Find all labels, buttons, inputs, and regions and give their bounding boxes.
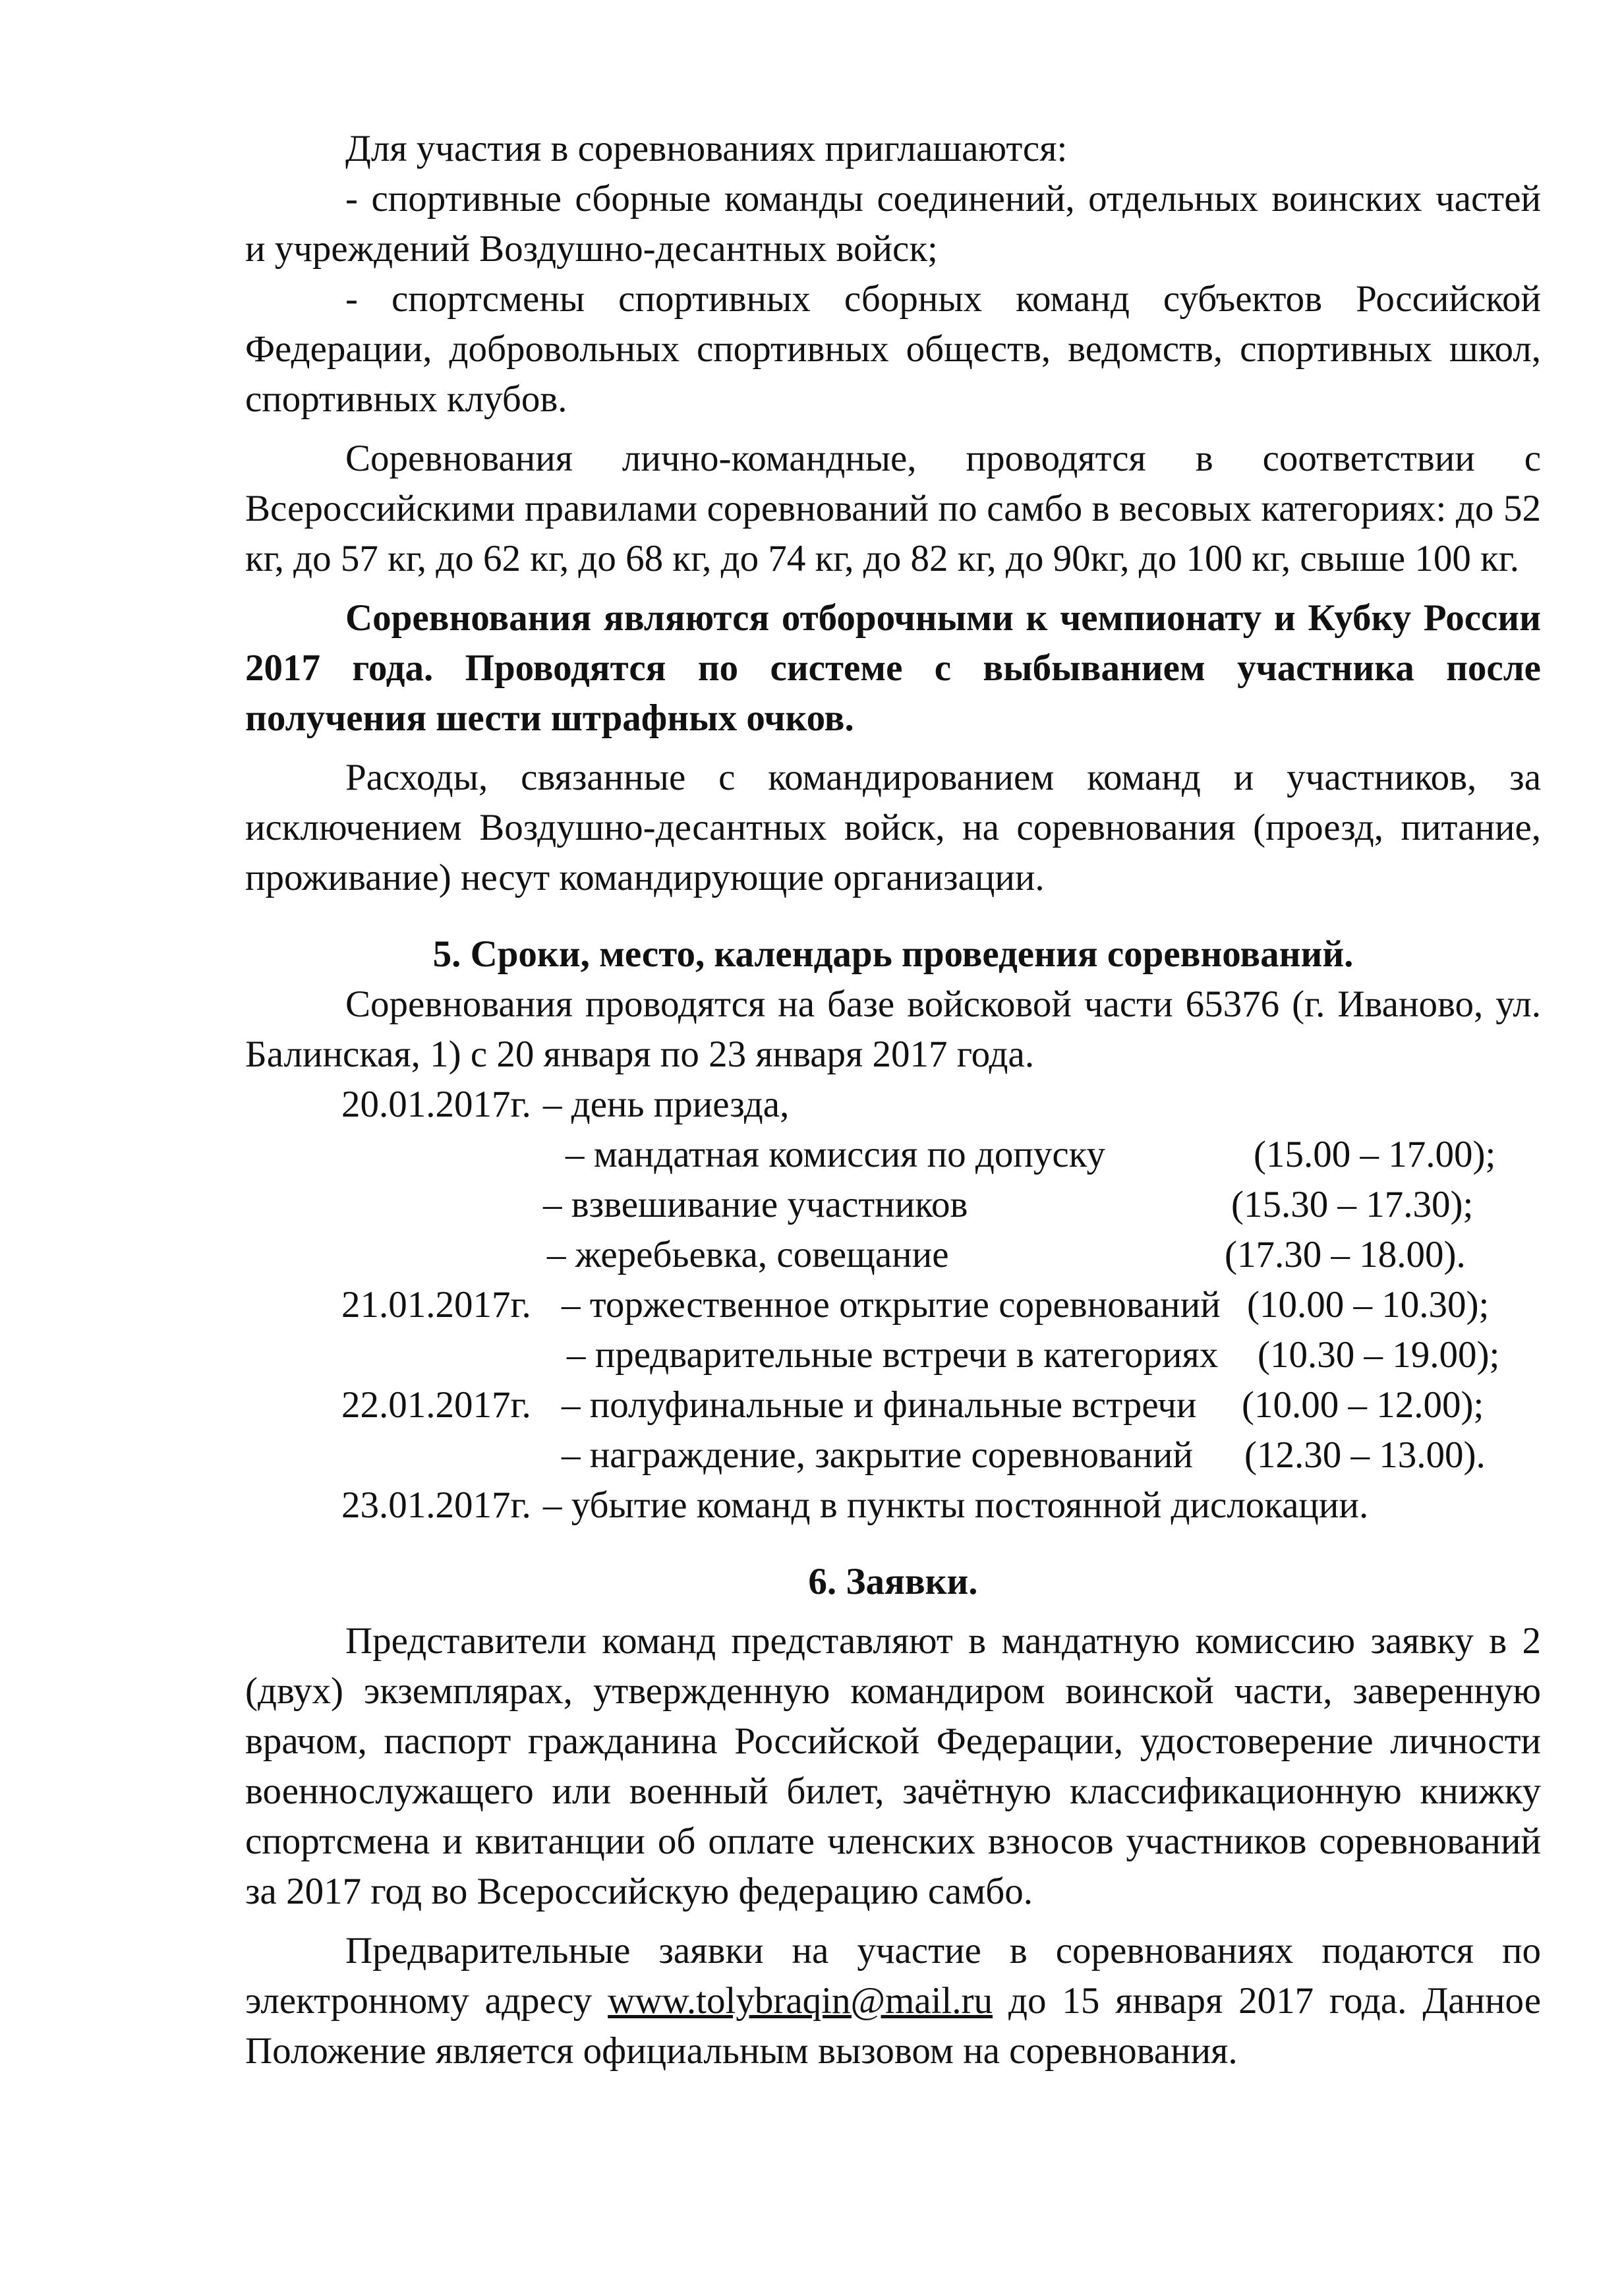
- schedule-date: 21.01.2017г.: [341, 1284, 531, 1326]
- schedule-date: 20.01.2017г.: [341, 1084, 531, 1125]
- expenses-paragraph: Расходы, связанные с командированием команд и участников, за исключением Воздушно-десантных войск, на соревнования (проезд, питание, проживание) несут командирующие организации.: [245, 757, 1541, 898]
- schedule-date: 23.01.2017г.: [341, 1484, 531, 1526]
- schedule-time: (15.00 – 17.00);: [1254, 1134, 1496, 1175]
- section-5-heading: 5. Сроки, место, календарь проведения соревнований.: [432, 933, 1354, 975]
- schedule-row: [245, 1430, 1541, 1480]
- schedule-time: (15.30 – 17.30);: [1231, 1184, 1474, 1225]
- schedule-row: [245, 1380, 1541, 1430]
- schedule-row: [245, 1180, 1541, 1230]
- intro-paragraph: Для участия в соревнованиях приглашаются:: [345, 128, 1068, 169]
- email-link[interactable]: www.tolybraqin@mail.ru: [608, 1980, 993, 2022]
- schedule-event: – день приезда,: [543, 1084, 790, 1125]
- schedule-event: – взвешивание участников: [543, 1184, 968, 1225]
- schedule-row: [245, 1480, 1541, 1531]
- applications-paragraph: Представители команд представляют в мандатную комиссию заявку в 2 (двух) экземплярах, утвержденную командиром воинской части, заверенную врачом, паспорт гражданина Российской Федерации, удостоверение личности военнослужащего или военный билет, зачётную классификационную книжку спортсмена и квитанции об оплате членских взносов участников соревнований за 2017 год во Всероссийскую федерацию самбо.: [245, 1620, 1541, 1912]
- qualification-paragraph: Соревнования являются отборочными к чемпионату и Кубку России 2017 года. Проводятся по системе с выбыванием участника после получения шести штрафных очков.: [245, 597, 1541, 739]
- schedule-time: (10.00 – 10.30);: [1247, 1284, 1490, 1326]
- schedule-event: – жеребьевка, совещание: [547, 1234, 949, 1275]
- schedule-time: (17.30 – 18.00).: [1225, 1234, 1466, 1275]
- schedule-date: 22.01.2017г.: [341, 1384, 531, 1426]
- paragraph-text: до 15 января 2017 года. Данное Положение является официальным вызовом на соревнования.: [245, 1980, 1541, 2072]
- schedule-event: – предварительные встречи в категориях: [567, 1334, 1219, 1376]
- schedule-event: – убытие команд в пункты постоянной дислокации.: [543, 1484, 1369, 1526]
- schedule-event: – мандатная комиссия по допуску: [566, 1134, 1106, 1175]
- schedule-row: [245, 1230, 1541, 1280]
- venue-paragraph: Соревнования проводятся на базе войсковой части 65376 (г. Иваново, ул. Балинская, 1) с 20 января по 23 января 2017 года.: [245, 983, 1541, 1075]
- schedule-event: – полуфинальные и финальные встречи: [562, 1384, 1197, 1426]
- weight-categories-paragraph: Соревнования лично-командные, проводятся в соответствии с Всероссийскими правилами соревнований по самбо в весовых категориях: до 52 кг, до 57 кг, до 62 кг, до 68 кг, до 74 кг, до 82 кг, до 90кг, до 100 кг, свыше 100 кг.: [245, 438, 1541, 579]
- schedule: [245, 1080, 1541, 1531]
- intro-list-item: - спортивные сборные команды соединений, отдельных воинских частей и учреждений Воздушно-десантных войск;: [245, 178, 1541, 270]
- schedule-row: [245, 1130, 1541, 1180]
- schedule-event: – награждение, закрытие соревнований: [562, 1434, 1193, 1476]
- schedule-time: (12.30 – 13.00).: [1244, 1434, 1486, 1476]
- document-body: [245, 124, 1541, 2076]
- schedule-row: [245, 1280, 1541, 1330]
- schedule-row: [245, 1330, 1541, 1380]
- section-6-heading: 6. Заявки.: [808, 1561, 978, 1602]
- preliminary-applications-paragraph: [245, 1926, 1541, 2076]
- schedule-time: (10.00 – 12.00);: [1242, 1384, 1484, 1426]
- schedule-row: [245, 1080, 1541, 1130]
- schedule-event: – торжественное открытие соревнований: [562, 1284, 1221, 1326]
- paragraph-text: Предварительные заявки на участие в соревнованиях подаются по электронному адресу: [245, 1930, 1541, 2022]
- schedule-time: (10.30 – 19.00);: [1258, 1334, 1500, 1376]
- intro-list-item: - спортсмены спортивных сборных команд субъектов Российской Федерации, добровольных спортивных обществ, ведомств, спортивных школ, спортивных клубов.: [245, 278, 1541, 420]
